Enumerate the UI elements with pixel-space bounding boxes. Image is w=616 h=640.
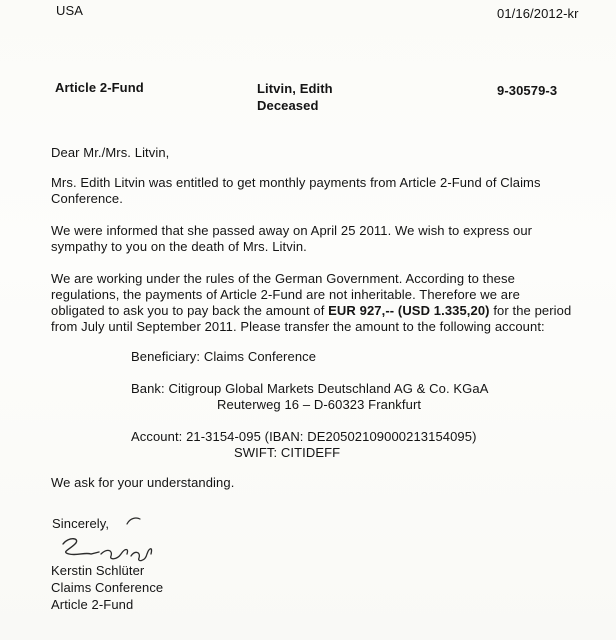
paragraph-line: Mrs. Edith Litvin was entitled to get monthly payments from Article 2-Fund of Claims [51,175,541,190]
paragraph-line: sympathy to you on the death of Mrs. Litvin. [51,239,307,254]
amount-lead-text: obligated to ask you to pay back the amount of [51,303,329,318]
paragraph-line: Conference. [51,191,123,206]
paragraph-condolence [51,223,603,255]
file-number: 9-30579-3 [497,83,558,98]
paragraph-entitlement [51,175,603,207]
closing-line: We ask for your understanding. [51,475,235,490]
paragraph-line-amount [51,303,603,319]
signer-department: Article 2-Fund [51,597,134,612]
recipient-name: Litvin, Edith [257,81,333,96]
amount-owed: EUR 927,-- (USD 1.335,20) [328,303,490,318]
salutation: Dear Mr./Mrs. Litvin, [51,145,170,160]
paragraph-line: regulations, the payments of Article 2-Fund are not inheritable. Therefore we are [51,287,520,302]
amount-trail-text: for the period [489,303,572,318]
paragraph-line: from July until September 2011. Please transfer the amount to the following account: [51,319,545,334]
signer-organization: Claims Conference [51,580,164,595]
swift-line: SWIFT: CITIDEFF [234,445,341,460]
handwritten-signature [55,530,165,566]
date-reference: 01/16/2012-kr [497,6,579,21]
account-line: Account: 21-3154-095 (IBAN: DE20502109000213154095) [131,429,477,444]
signer-name: Kerstin Schlüter [51,563,145,578]
program-name: Article 2-Fund [55,80,144,95]
signature-flourish [124,516,144,526]
sign-off: Sincerely, [52,516,110,531]
paragraph-line: We were informed that she passed away on April 25 2011. We wish to express our [51,223,533,238]
bank-line: Bank: Citigroup Global Markets Deutschland AG & Co. KGaA [131,381,489,396]
paragraph-repayment [51,271,603,335]
country-label: USA [56,3,84,18]
paragraph-line: We are working under the rules of the German Government. According to these [51,271,515,286]
beneficiary-line: Beneficiary: Claims Conference [131,349,317,364]
bank-address-line: Reuterweg 16 – D-60323 Frankfurt [217,397,422,412]
recipient-status: Deceased [257,98,319,113]
